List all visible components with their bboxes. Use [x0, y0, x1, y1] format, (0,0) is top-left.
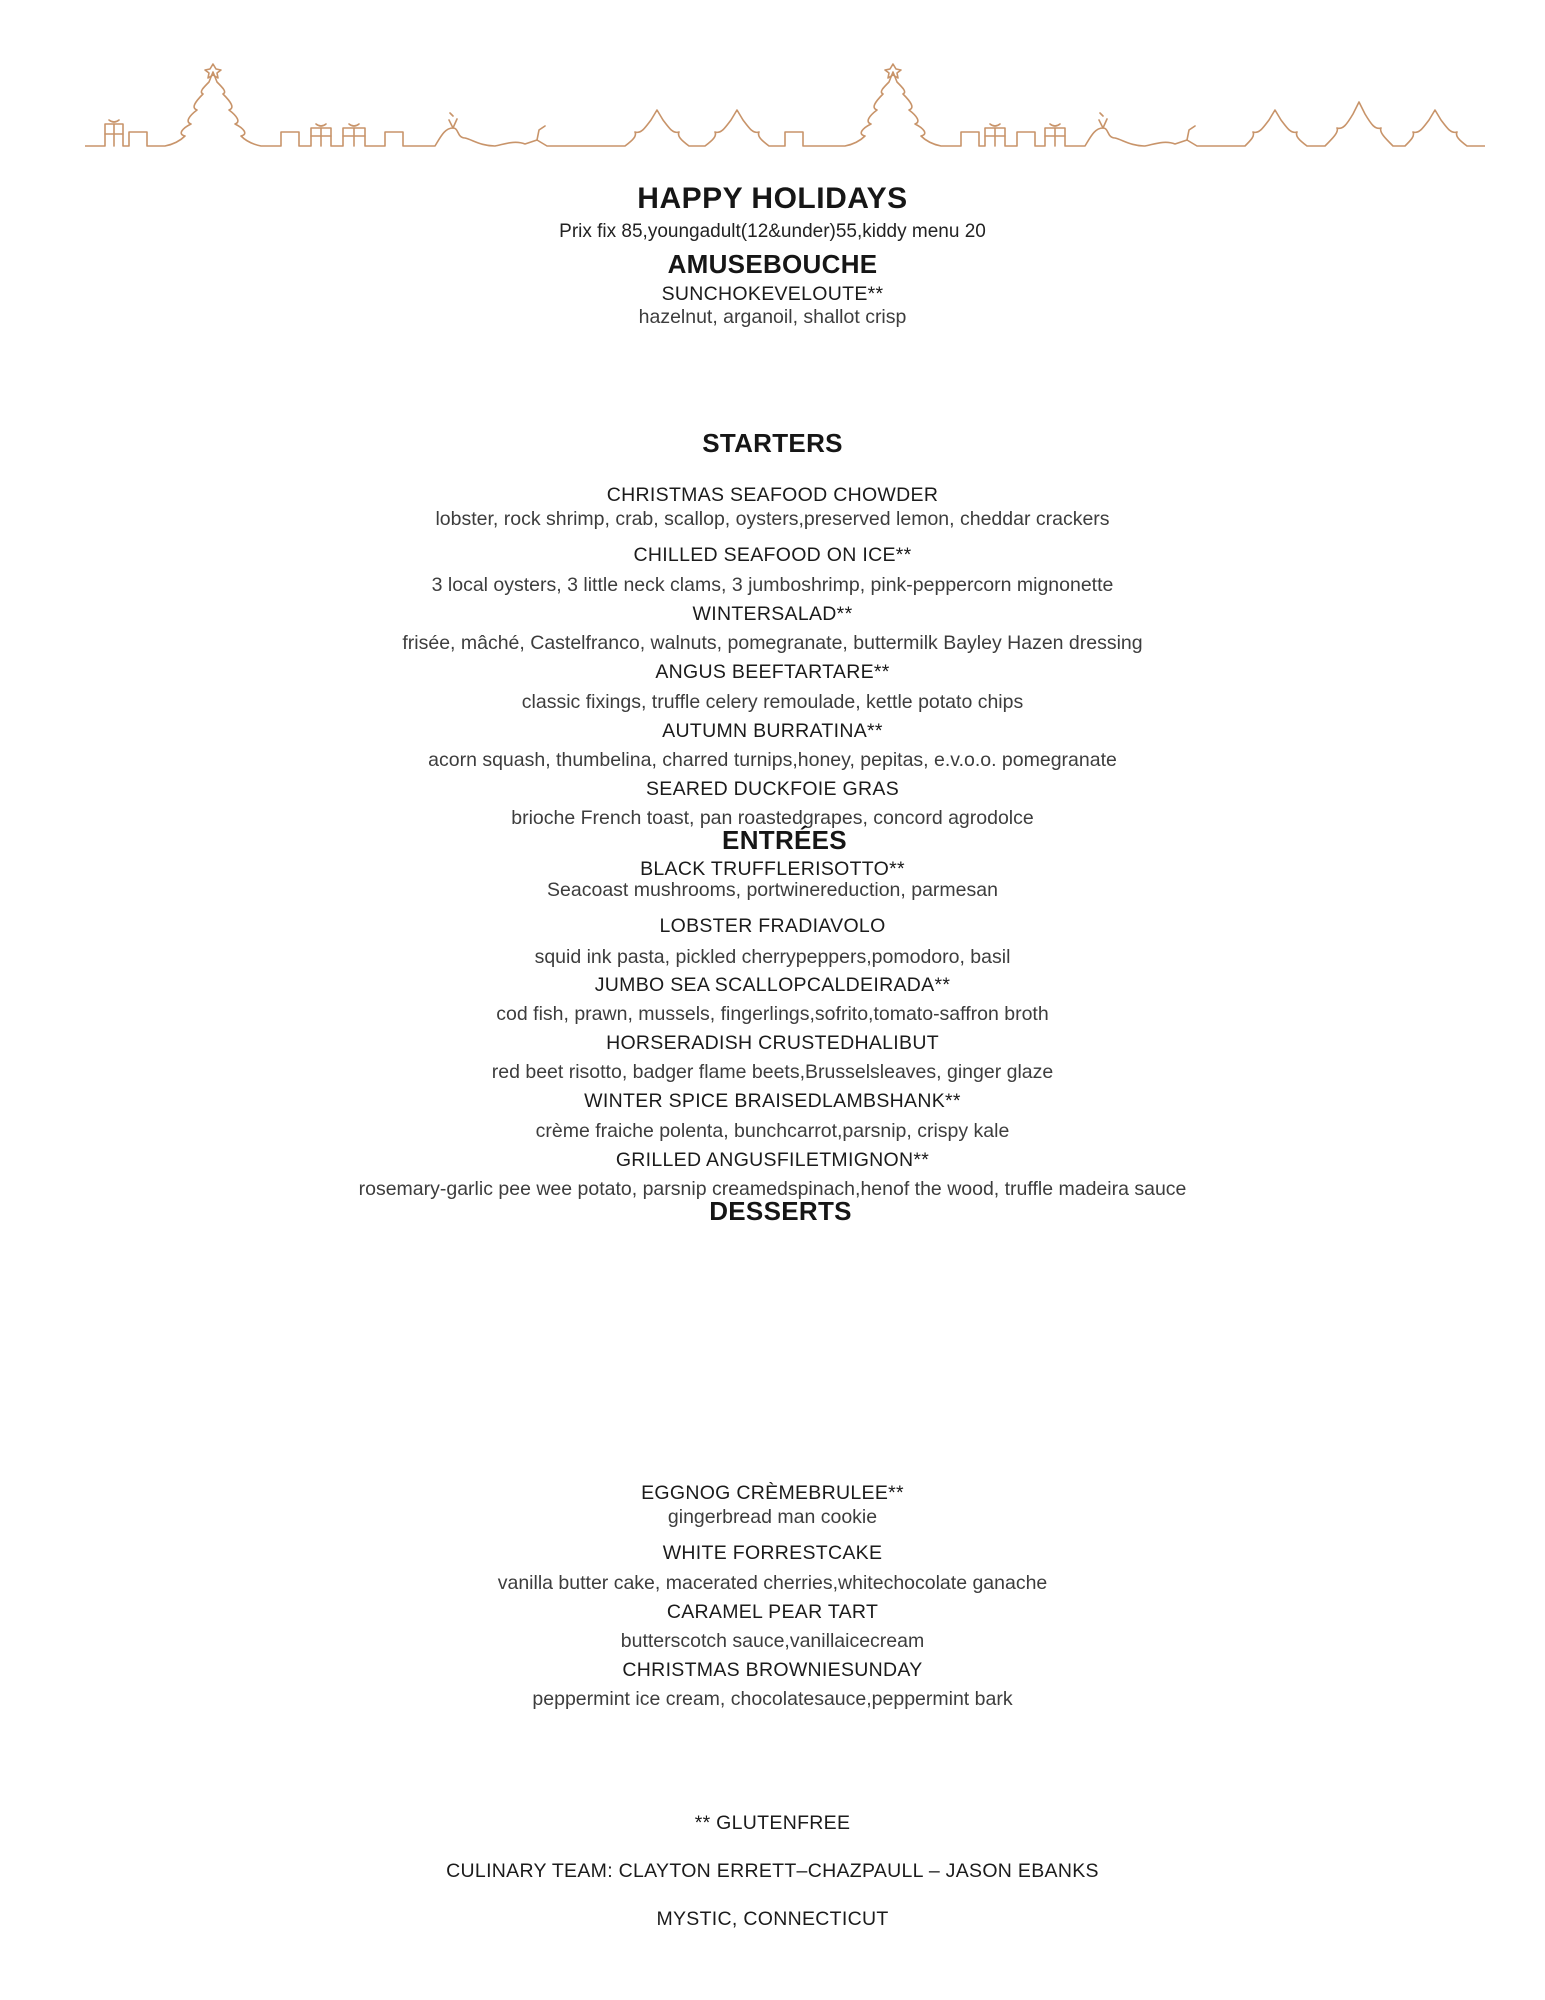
- location: MYSTIC, CONNECTICUT: [656, 1908, 889, 1930]
- menu-item-name: EGGNOG CRÈMEBRULEE**: [641, 1482, 904, 1504]
- section-heading-entrees: ENTRÉES: [722, 825, 847, 855]
- menu-item-name: CHRISTMAS SEAFOOD CHOWDER: [606, 484, 939, 506]
- menu-item-name: SEARED DUCKFOIE GRAS: [645, 778, 900, 800]
- menu-item-desc: crème fraiche polenta, bunchcarrot,parsnip, crispy kale: [535, 1120, 1010, 1142]
- menu-item-name: AUTUMN BURRATINA**: [662, 720, 883, 742]
- menu-item-name: GRILLED ANGUSFILETMIGNON**: [615, 1149, 930, 1171]
- section-heading-starters: STARTERS: [702, 428, 843, 458]
- culinary-team: CULINARY TEAM: CLAYTON ERRETT–CHAZPAULL – JASON EBANKS: [446, 1860, 1099, 1882]
- menu-item-desc: Seacoast mushrooms, portwinereduction, parmesan: [547, 879, 998, 901]
- menu-item-name: WINTERSALAD**: [692, 603, 853, 625]
- menu-item-desc: gingerbread man cookie: [667, 1506, 878, 1528]
- menu-item-desc: frisée, mâché, Castelfranco, walnuts, pomegranate, buttermilk Bayley Hazen dressing: [402, 632, 1143, 654]
- page-title: HAPPY HOLIDAYS: [637, 182, 908, 215]
- menu-item-desc: cod fish, prawn, mussels, fingerlings,sofrito,tomato-saffron broth: [496, 1003, 1049, 1025]
- menu-item-name: JUMBO SEA SCALLOPCALDEIRADA**: [594, 974, 951, 996]
- holiday-line-art-banner: [85, 48, 1485, 158]
- menu-item-name: ANGUS BEEFTARTARE**: [655, 661, 890, 683]
- menu-item-desc: butterscotch sauce,vanillaicecream: [620, 1630, 925, 1652]
- menu-item-name: WINTER SPICE BRAISEDLAMBSHANK**: [584, 1090, 961, 1112]
- section-heading-amuse: AMUSEBOUCHE: [667, 249, 878, 279]
- gluten-free-note: ** GLUTENFREE: [694, 1812, 851, 1834]
- menu-item-name: WHITE FORRESTCAKE: [662, 1542, 883, 1564]
- menu-item-name: SUNCHOKEVELOUTE**: [661, 283, 884, 305]
- menu-item-desc: brioche French toast, pan roastedgrapes, concord agrodolce: [511, 807, 1034, 829]
- menu-item-name: LOBSTER FRADIAVOLO: [659, 915, 886, 937]
- menu-item-name: HORSERADISH CRUSTEDHALIBUT: [606, 1032, 939, 1054]
- menu-item-desc: red beet risotto, badger flame beets,Brusselsleaves, ginger glaze: [491, 1061, 1054, 1083]
- menu-item-name: CHRISTMAS BROWNIESUNDAY: [622, 1659, 923, 1681]
- menu-item-desc: lobster, rock shrimp, crab, scallop, oysters,preserved lemon, cheddar crackers: [435, 508, 1110, 530]
- menu-item-desc: rosemary-garlic pee wee potato, parsnip creamedspinach,henof the wood, truffle madeira sauce: [358, 1178, 1187, 1200]
- menu-item-desc: peppermint ice cream, chocolatesauce,peppermint bark: [532, 1688, 1013, 1710]
- section-heading-desserts: DESSERTS: [709, 1196, 852, 1226]
- menu-item-name: BLACK TRUFFLERISOTTO**: [640, 858, 905, 880]
- menu-item-name: CARAMEL PEAR TART: [666, 1601, 879, 1623]
- menu-item-desc: 3 local oysters, 3 little neck clams, 3 jumboshrimp, pink-peppercorn mignonette: [431, 574, 1114, 596]
- pricing-line: Prix fix 85,youngadult(12&under)55,kiddy menu 20: [559, 221, 986, 242]
- menu-item-desc: hazelnut, arganoil, shallot crisp: [638, 306, 907, 328]
- menu-item-desc: acorn squash, thumbelina, charred turnips,honey, pepitas, e.v.o.o. pomegranate: [428, 749, 1117, 771]
- menu-item-desc: squid ink pasta, pickled cherrypeppers,pomodoro, basil: [534, 946, 1011, 968]
- menu-item-name: CHILLED SEAFOOD ON ICE**: [633, 544, 912, 566]
- menu-item-desc: vanilla butter cake, macerated cherries,whitechocolate ganache: [497, 1572, 1048, 1594]
- menu-item-desc: classic fixings, truffle celery remoulade, kettle potato chips: [521, 691, 1024, 713]
